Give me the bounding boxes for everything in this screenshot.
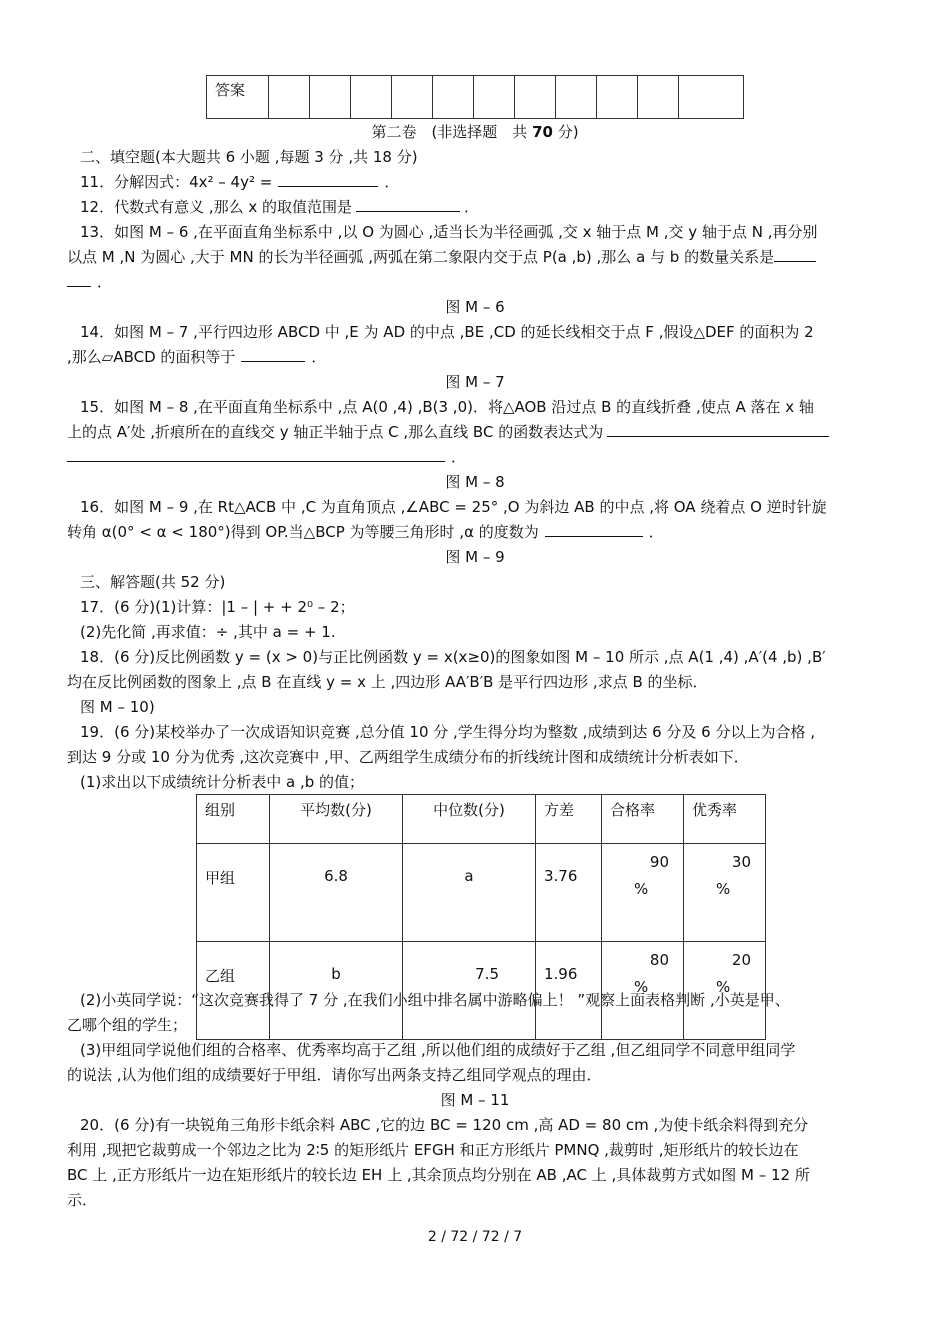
- question-17-line1: 17．(6 分)(1)计算：|1 – | + + 2⁰ – 2；: [80, 598, 355, 616]
- question-19-line2: 到达 9 分或 10 分为优秀 ,这次竞赛中 ,甲、乙两组学生成绩分布的折线统计图和成绩统计分析表如下．: [67, 748, 749, 766]
- table-header-row: [197, 795, 766, 844]
- answer-cell: [515, 76, 556, 119]
- question-12: 12．代数式有意义 ,那么 x 的取值范围是 ．: [80, 198, 480, 216]
- question-14-line2: ,那么▱ABCD 的面积等于 ．: [67, 348, 327, 366]
- answer-cell: [679, 76, 744, 119]
- question-16-line2: 转角 α(0° < α < 180°)得到 OP.当△BCP 为等腰三角形时 ,α 的度数为 ．: [67, 523, 664, 541]
- question-14-line1: 14．如图 M – 7 ,平行四边形 ABCD 中 ,E 为 AD 的中点 ,BE ,CD 的延长线相交于点 F ,假设△DEF 的面积为 2: [80, 323, 814, 341]
- table-header-cell: 方差: [536, 795, 602, 844]
- question-13-line1: 13．如图 M – 6 ,在平面直角坐标系中 ,以 O 为圆心 ,适当长为半径画弧 ,交 x 轴于点 M ,交 y 轴于点 N ,再分别: [80, 223, 818, 241]
- question-19-part2-line2: 乙哪个组的学生；: [67, 1016, 188, 1034]
- answer-cell: [269, 76, 310, 119]
- table-cell-pass-rate: 80 %: [602, 942, 684, 1040]
- page-number: 2 / 72 / 72 / 7: [427, 1229, 523, 1245]
- part2-title: 第二卷 (非选择题 共 70 分): [371, 123, 579, 141]
- table-cell-median: a: [403, 844, 536, 942]
- figure-caption-m8: 图 M – 8: [445, 473, 505, 491]
- table-cell-variance: 1.96: [536, 942, 602, 1040]
- question-16-line1: 16．如图 M – 9 ,在 Rt△ACB 中 ,C 为直角顶点 ,∠ABC = 25° ,O 为斜边 AB 的中点 ,将 OA 绕着点 O 逆时针旋: [80, 498, 827, 516]
- table-header-cell: 平均数(分): [270, 795, 403, 844]
- figure-caption-m7: 图 M – 7: [445, 373, 505, 391]
- answer-cell: [392, 76, 433, 119]
- question-17-line2: (2)先化简 ,再求值：÷ ,其中 a = + 1.: [80, 623, 336, 641]
- question-15-line3: ．: [67, 446, 466, 468]
- answer-table: [206, 75, 744, 119]
- table-row: [197, 844, 766, 942]
- answer-cell: [433, 76, 474, 119]
- question-13-line2: 以点 M ,N 为圆心 ,大于 MN 的长为半径画弧 ,两弧在第二象限内交于点 P(a ,b) ,那么 a 与 b 的数量关系是: [67, 246, 816, 268]
- table-header-cell: 合格率: [602, 795, 684, 844]
- figure-caption-m9: 图 M – 9: [445, 548, 505, 566]
- answer-cell: [597, 76, 638, 119]
- section2-header: 二、填空题(本大题共 6 小题 ,每题 3 分 ,共 18 分): [80, 148, 418, 166]
- question-19-part3-line1: (3)甲组同学说他们组的合格率、优秀率均高于乙组 ,所以他们组的成绩好于乙组 ,但乙组同学不同意甲组同学: [80, 1041, 796, 1059]
- table-cell-mean: 6.8: [270, 844, 403, 942]
- question-15-line2: 上的点 A′处 ,折痕所在的直线交 y 轴正半轴于点 C ,那么直线 BC 的函数表达式为: [67, 421, 829, 443]
- question-20-line3: BC 上 ,正方形纸片一边在矩形纸片的较长边 EH 上 ,其余顶点均分别在 AB ,AC 上 ,具体裁剪方式如图 M – 12 所: [67, 1166, 810, 1184]
- question-18-line3: 图 M – 10): [80, 698, 155, 716]
- answer-cell: [474, 76, 515, 119]
- table-cell-group: 乙组: [197, 942, 270, 1040]
- question-11: 11．分解因式：4x² – 4y² = ．: [80, 173, 400, 191]
- table-header-cell: 优秀率: [684, 795, 766, 844]
- table-cell-median: 7.5: [403, 942, 536, 1040]
- answer-cell: [556, 76, 597, 119]
- table-header-cell: 中位数(分): [403, 795, 536, 844]
- answer-label: 答案: [207, 76, 269, 119]
- figure-caption-m11: 图 M – 11: [440, 1091, 510, 1109]
- question-20-line2: 利用 ,现把它裁剪成一个邻边之比为 2∶5 的矩形纸片 EFGH 和正方形纸片 PMNQ ,裁剪时 ,矩形纸片的较长边在: [67, 1141, 799, 1159]
- question-13-line3: ．: [67, 271, 112, 293]
- question-19-line1: 19．(6 分)某校举办了一次成语知识竞赛 ,总分值 10 分 ,学生得分均为整数 ,成绩到达 6 分及 6 分以上为合格 ,: [80, 723, 816, 741]
- question-20-line4: 示．: [67, 1191, 98, 1209]
- table-cell-pass-rate: 90 %: [602, 844, 684, 942]
- question-20-line1: 20．(6 分)有一块锐角三角形卡纸余料 ABC ,它的边 BC = 120 cm ,高 AD = 80 cm ,为使卡纸余料得到充分: [80, 1116, 809, 1134]
- answer-cell: [638, 76, 679, 119]
- question-19-part2-line1: (2)小英同学说：“这次竞赛我得了 7 分 ,在我们小组中排名属中游略偏上！ ”观察上面表格判断 ,小英是甲、: [80, 991, 790, 1009]
- table-header-cell: 组别: [197, 795, 270, 844]
- answer-cell: [351, 76, 392, 119]
- figure-caption-m6: 图 M – 6: [445, 298, 505, 316]
- table-cell-group: 甲组: [197, 844, 270, 942]
- table-cell-excellent-rate: 30 %: [684, 844, 766, 942]
- section3-header: 三、解答题(共 52 分): [80, 573, 226, 591]
- table-cell-variance: 3.76: [536, 844, 602, 942]
- table-cell-mean: b: [270, 942, 403, 1040]
- table-cell-excellent-rate: 20 %: [684, 942, 766, 1040]
- question-19-part1: (1)求出以下成绩统计分析表中 a ,b 的值；: [80, 773, 365, 791]
- question-15-line1: 15．如图 M – 8 ,在平面直角坐标系中 ,点 A(0 ,4) ,B(3 ,0)．将△AOB 沿过点 B 的直线折叠 ,使点 A 落在 x 轴: [80, 398, 814, 416]
- answer-cell: [310, 76, 351, 119]
- question-18-line1: 18．(6 分)反比例函数 y = (x > 0)与正比例函数 y = x(x≥0)的图象如图 M – 10 所示 ,点 A(1 ,4) ,A′(4 ,b) ,B′: [80, 648, 826, 666]
- question-18-line2: 均在反比例函数的图象上 ,点 B 在直线 y = x 上 ,四边形 AA′B′B 是平行四边形 ,求点 B 的坐标．: [67, 673, 708, 691]
- question-19-part3-line2: 的说法 ,认为他们组的成绩要好于甲组．请你写出两条支持乙组同学观点的理由．: [67, 1066, 602, 1084]
